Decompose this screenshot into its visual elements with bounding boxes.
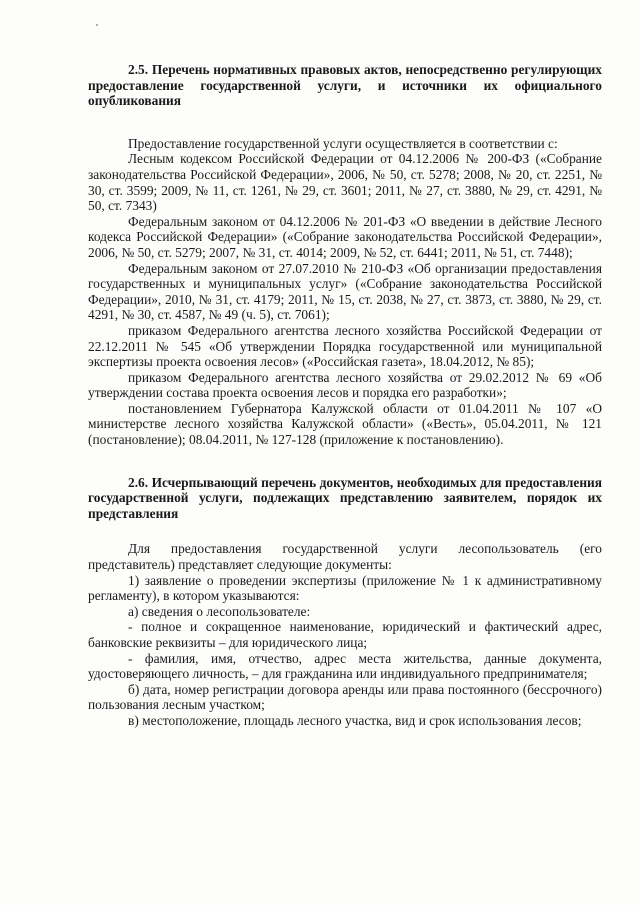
section-2-6 — [88, 475, 602, 729]
paragraph: приказом Федерального агентства лесного хозяйства от 29.02.2012 № 69 «Об утверждении состава проекта освоения лесов и порядка его разработки»; — [88, 369, 602, 401]
paragraph: Федеральным законом от 27.07.2010 № 210-ФЗ «Об организации предоставления государственных и муниципальных услуг» («Собрание законодательства Российской Федерации», 2010, № 31, ст. 4179; 2011, № 15, ст. 2038, № 27, ст. 3873, ст. 3880, № 29, ст. 4291, № 30, ст. 4587, № 49 (ч. 5), ст. 7061); — [88, 260, 602, 323]
section-heading: 2.6. Исчерпывающий перечень документов, необходимых для предоставления государственной услуги, подлежащих представлению заявителем, порядок их представления — [88, 474, 602, 521]
paragraph: - полное и сокращенное наименование, юридический и фактический адрес, банковские реквизиты – для юридического лица; — [88, 619, 602, 650]
paragraph: Предоставление государственной услуги осуществляется в соответствии с: — [128, 135, 558, 151]
paragraph: Федеральным законом от 04.12.2006 № 201-ФЗ «О введении в действие Лесного кодекса Российской Федерации» («Собрание законодательства Российской Федерации», 2006, № 50, ст. 5279; 2007, № 31, ст. 4014; 2009, № 52, ст. 6441; 2011, № 51, ст. 7448); — [88, 213, 602, 260]
paragraph: в) местоположение, площадь лесного участка, вид и срок использования лесов; — [128, 712, 582, 728]
paragraph: б) дата, номер регистрации договора аренды или права постоянного (бессрочного) пользования лесным участком; — [88, 681, 602, 713]
paragraph: а) сведения о лесопользователе: — [128, 603, 311, 619]
paragraph: 1) заявление о проведении экспертизы (приложение № 1 к административному регламенту), в котором указываются: — [88, 572, 602, 604]
paragraph: Для предоставления государственной услуги лесопользователь (его представитель) представляет следующие документы: — [88, 541, 602, 573]
paragraph: постановлением Губернатора Калужской области от 01.04.2011 № 107 «О министерстве лесного хозяйства Калужской области» («Весть», 05.04.2011, № 121 (постановление); 08.04.2011, № 127-128 (приложение к постановлению). — [88, 400, 602, 448]
scan-speck — [96, 24, 98, 26]
paragraph: приказом Федерального агентства лесного хозяйства Российской Федерации от 22.12.2011 № 545 «Об утверждении Порядка государственной или муниципальной экспертизы проекта освоения лесов» («Российская газета», 18.04.2012, № 85); — [88, 322, 602, 370]
section-2-5 — [88, 62, 602, 448]
paragraph: Лесным кодексом Российской Федерации от 04.12.2006 № 200-ФЗ («Собрание законодательства Российской Федерации», 2006, № 50, ст. 5278; 2008, № 20, ст. 2251, № 30, ст. 3599; 2009, № 11, ст. 1261, № 29, ст. 3601; 2011, № 27, ст. 3880, № 29, ст. 4291, № 50, ст. 7343) — [88, 151, 602, 214]
section-heading: 2.5. Перечень нормативных правовых актов, непосредственно регулирующих предоставление государственной услуги, и источники их официального опубликования — [88, 62, 602, 109]
paragraph: - фамилия, имя, отчество, адрес места жительства, данные документа, удостоверяющего личность, – для гражданина или индивидуального предпринимателя; — [88, 650, 602, 682]
